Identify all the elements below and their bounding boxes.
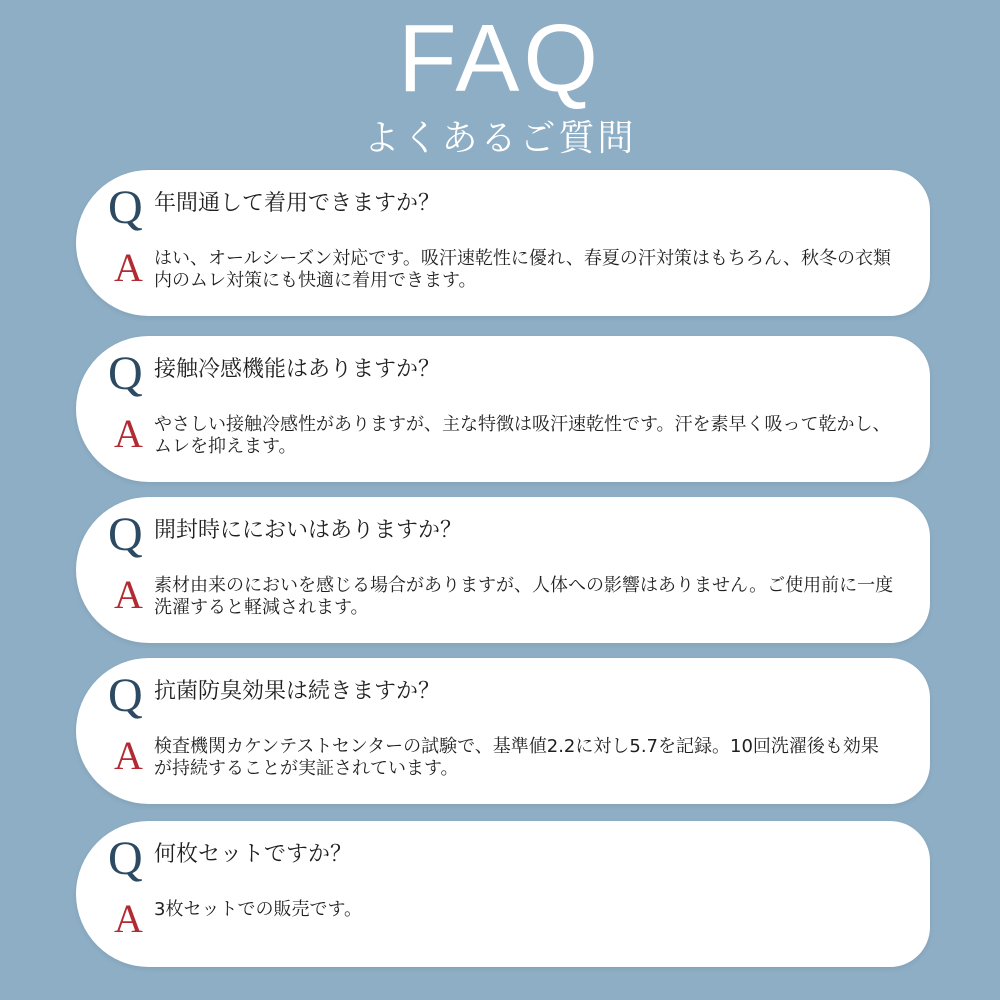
page-subtitle: よくあるご質問 (363, 118, 637, 159)
question-mark-icon: Q (108, 669, 143, 722)
answer-mark-icon: A (114, 572, 143, 617)
answer-mark-icon: A (114, 411, 143, 456)
question-text: 年間通して着用できますか？ (154, 191, 441, 216)
answer-text: 素材由来のにおいを感じる場合がありますが、人体への影響はありません。ご使用前に一度洗濯すると軽減されます。 (154, 575, 894, 618)
faq-card-1 (76, 170, 930, 316)
answer-text: はい、オールシーズン対応です。吸汗速乾性に優れ、春夏の汗対策はもちろん、秋冬の衣類内のムレ対策にも快適に着用できます。 (154, 248, 892, 291)
question-text: 何枚セットですか？ (154, 842, 353, 867)
answer-mark-icon: A (114, 733, 143, 778)
faq-card-5 (76, 821, 930, 967)
answer-mark-icon: A (114, 896, 143, 941)
faq-header (0, 0, 1000, 170)
question-text: 抗菌防臭効果は続きますか？ (154, 679, 441, 704)
faq-card-4 (76, 658, 930, 804)
question-mark-icon: Q (108, 508, 143, 561)
answer-text: 3枚セットでの販売です。 (154, 899, 363, 920)
question-mark-icon: Q (108, 832, 143, 885)
question-mark-icon: Q (108, 181, 143, 234)
page-title: FAQ (397, 5, 603, 112)
answer-text: 検査機関カケンテストセンターの試験で、基準値2.2に対し5.7を記録。10回洗濯後も効果が持続することが実証されています。 (154, 736, 879, 779)
question-text: 開封時ににおいはありますか？ (154, 518, 463, 543)
answer-mark-icon: A (114, 245, 143, 290)
question-mark-icon: Q (108, 347, 143, 400)
faq-card-3 (76, 497, 930, 643)
answer-text: やさしい接触冷感性がありますが、主な特徴は吸汗速乾性です。汗を素早く吸って乾かし、ムレを抑えます。 (154, 414, 891, 457)
faq-card-2 (76, 336, 930, 482)
question-text: 接触冷感機能はありますか？ (154, 357, 441, 382)
